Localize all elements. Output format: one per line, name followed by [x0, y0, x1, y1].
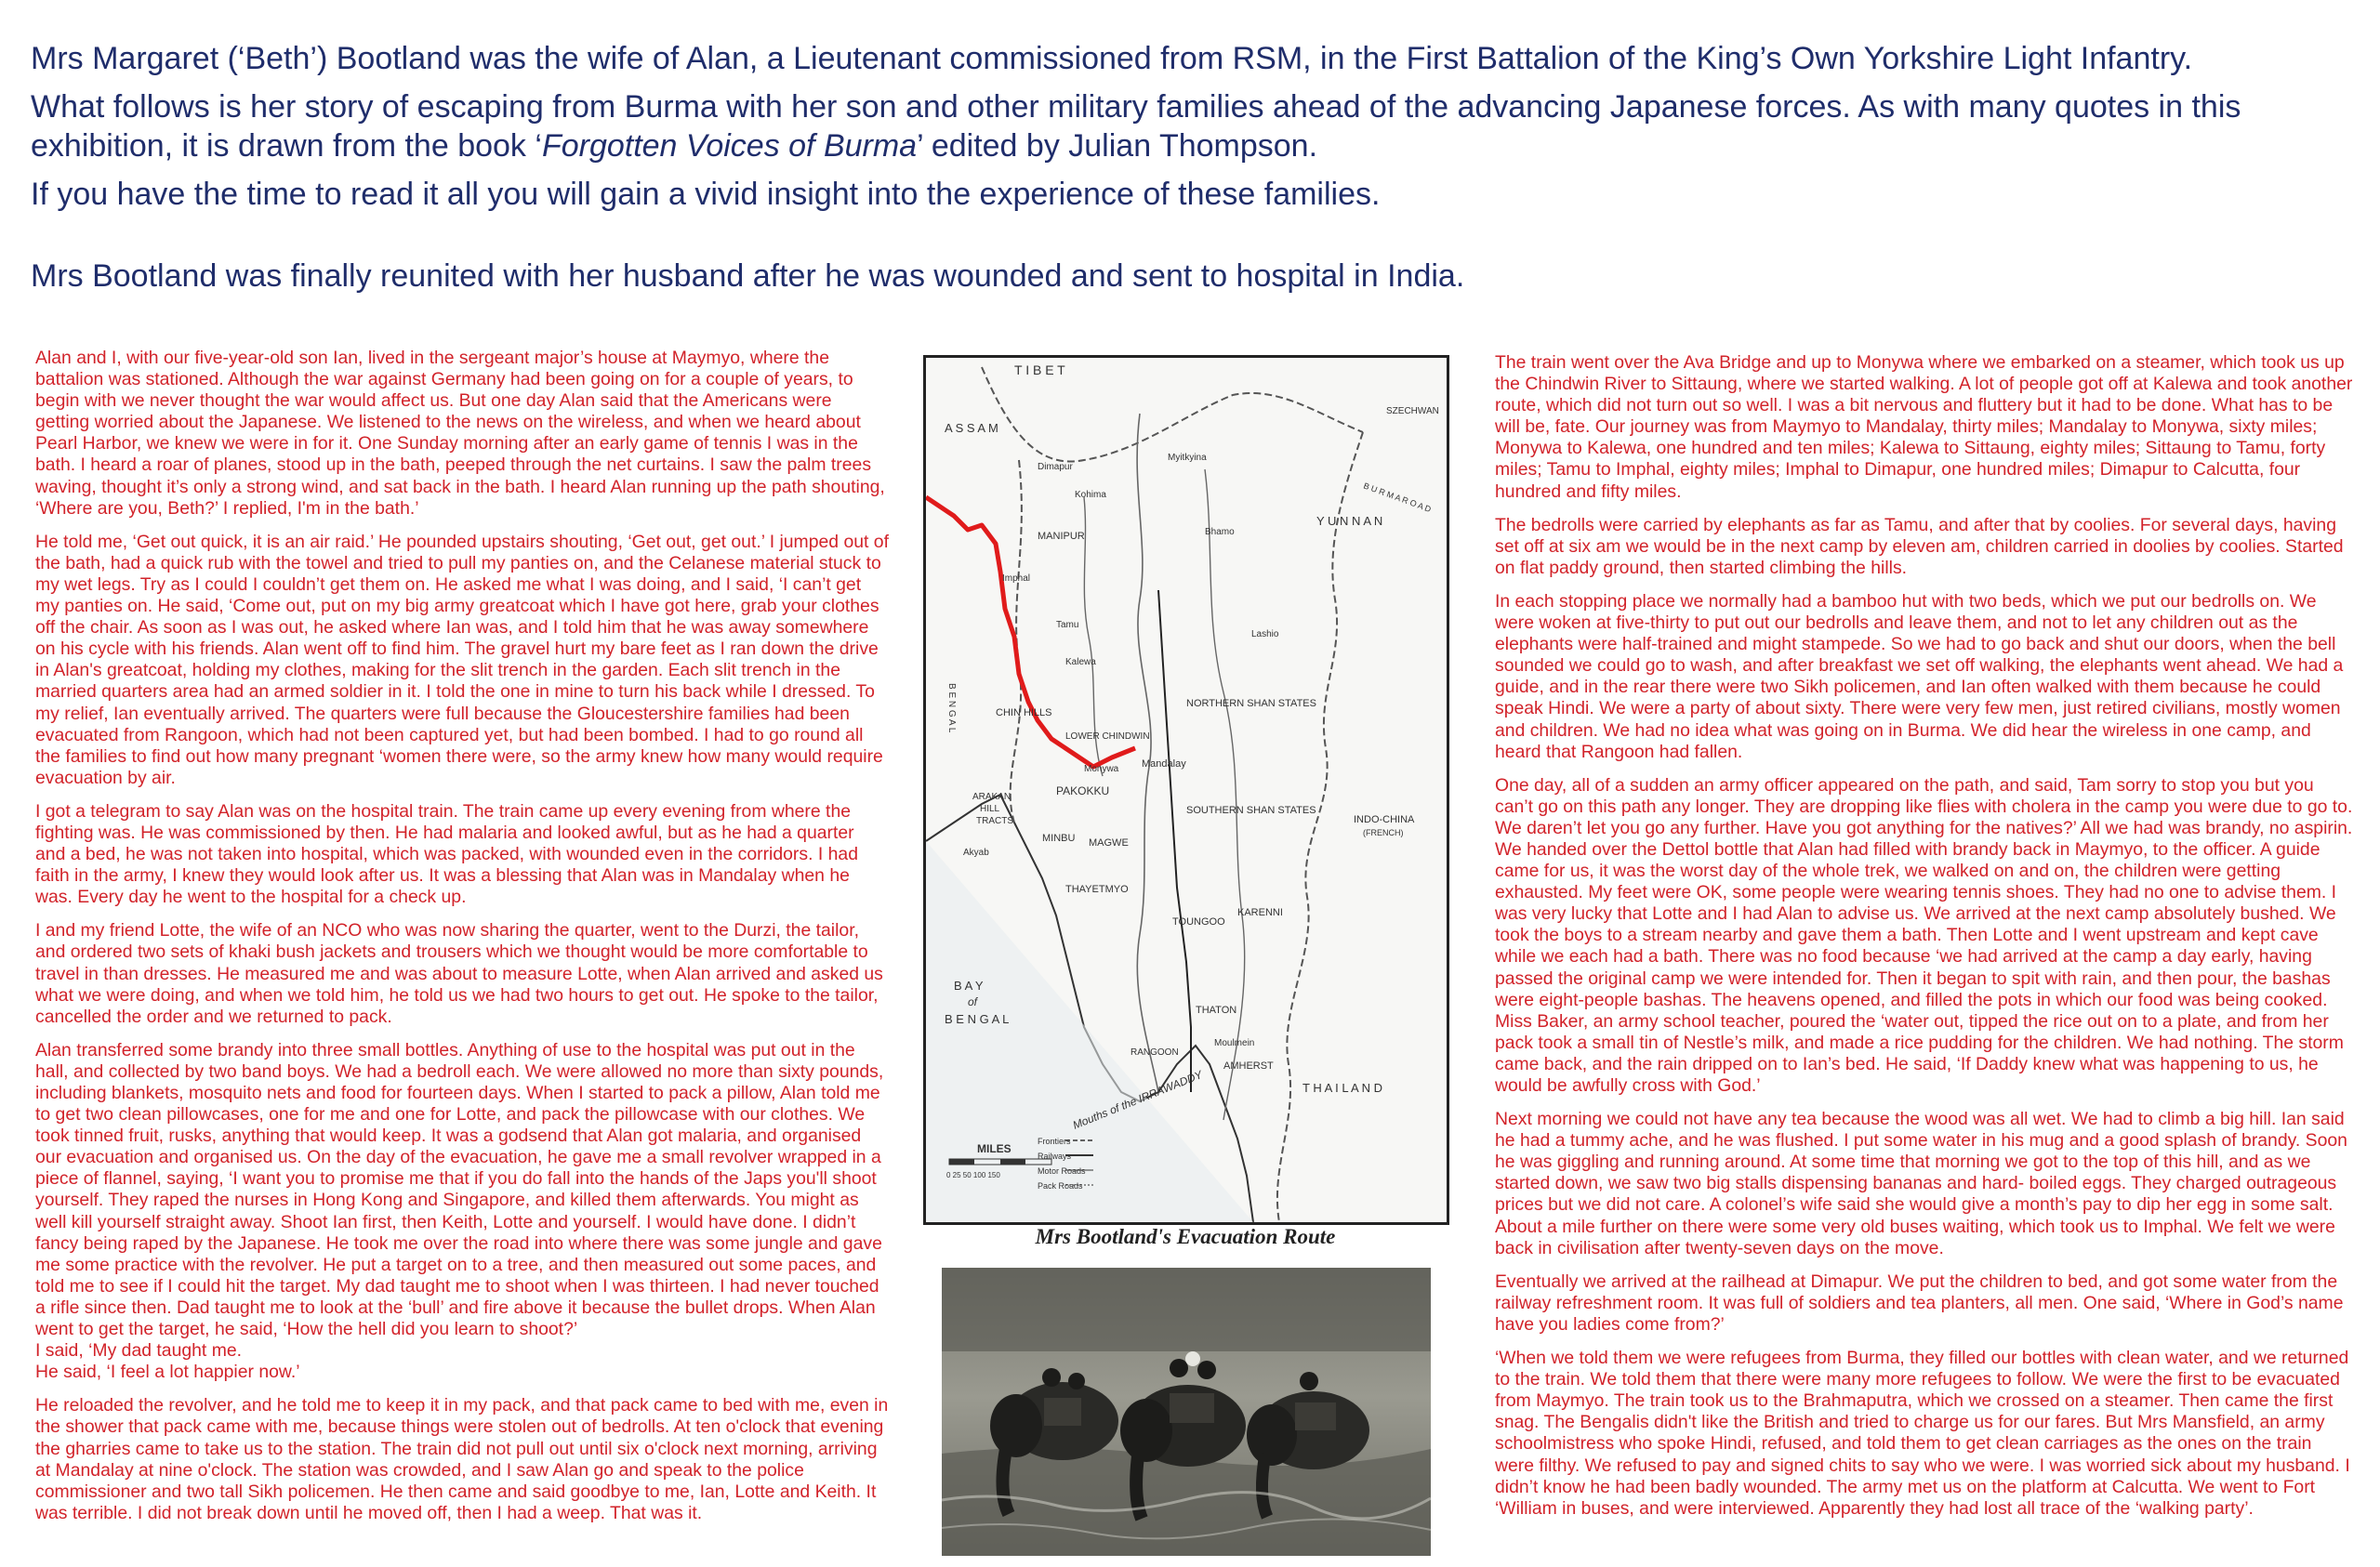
- map-label: THATON: [1196, 1005, 1237, 1016]
- intro-line-3: If you have the time to read it all you will gain a vivid insight into the experience of these families.: [31, 177, 1381, 212]
- elephants-river-photo: [942, 1268, 1431, 1556]
- book-title: Forgotten Voices of Burma: [541, 128, 918, 164]
- story-paragraph: The train went over the Ava Bridge and up to Monywa where we embarked on a steamer, which took us up the Chindwin River to Sittaung, where we started walking. A lot of people got off at Kalewa and took another route, which did not turn out so well. I was a bit nervous and fluttery but it had to be done. What has to be will be, fate. Our journey was from Maymyo to Mandalay, thirty miles; Mandalay to Monywa, sixty miles; Monywa to Kalewa, one hundred and ten miles; Kalewa to Sittaung, eighty miles; Sittaung to Tamu, forty miles; Tamu to Imphal, eighty miles; Imphal to Dimapur, one hundred miles; Dimapur to Calcutta, four hundred and fifty miles.: [1495, 352, 2353, 502]
- legend-item: Motor Roads: [1038, 1166, 1086, 1176]
- map-label: Mouths of the IRRAWADDY: [1070, 1068, 1205, 1132]
- legend-scale: 0 25 50 100 150: [946, 1171, 1000, 1179]
- story-paragraph: One day, all of a sudden an army officer appeared on the path, and said, Tam sorry to stop you but you can’t go on this path any longer. They are dropping like flies with cholera in the camp you were due to go to. We daren’t let you go any further. Have you got anything for the natives?’ All we had was brandy, no aspirin. We handed over the Dettol bottle that Alan had filled with brandy back in Maymyo, to the officer. A guide came for us, it was the worst day of the whole trek, we walked on and on, the children were getting exhausted. My feet were OK, some people were wearing tennis shoes. They had no one to advise them. I was very lucky that Lotte and I had Alan to advise us. We arrived at the next camp absolutely bushed. We took the boys to a stream nearby and gave them a bath. Then Lotte and I went upstream and kept cave while we each had a bath. There was no food because ‘we had arrived at the camp a day early, having passed the original camp we were intended for. Then it began to spit with rain, and then pour, the bashas were eight-people bashas. The heavens opened, and filled the pots in which our food was being cooked. Miss Baker, an army school teacher, poured the ‘water out, tipped the rice out on to a plate, and from her pack took a small tin of Nestle’s milk, and made a rice pudding for the children. We had nothing. The storm came back, and the rain dripped on to Ian’s bed. He said, ‘If Daddy knew what was happening to us, he would be awfully cross with God.’: [1495, 774, 2353, 1096]
- legend-item: Frontiers: [1038, 1137, 1071, 1146]
- map-label: Lashio: [1251, 629, 1279, 639]
- intro-line-4: Mrs Bootland was finally reunited with her husband after he was wounded and sent to hospital in India.: [31, 258, 1465, 294]
- map-label: Bhamo: [1205, 527, 1235, 537]
- map-label: ARAKAN: [972, 792, 1012, 802]
- intro-line-1: Mrs Margaret (‘Beth’) Bootland was the wife of Alan, a Lieutenant commissioned from RSM, in the First Battalion of the King’s Own Yorkshire Light Infantry.: [31, 41, 2193, 76]
- map-label: Akyab: [963, 848, 989, 858]
- map-label: SOUTHERN SHAN STATES: [1186, 805, 1316, 816]
- map-label: MINBU: [1042, 833, 1076, 844]
- map-label: Imphal: [1002, 573, 1031, 584]
- map-label: of: [968, 995, 978, 1008]
- map-label: AMHERST: [1223, 1060, 1274, 1072]
- map-label: MANIPUR: [1038, 531, 1085, 542]
- story-left-column: [35, 348, 889, 1536]
- map-label: LOWER CHINDWIN: [1065, 731, 1150, 742]
- evacuation-route-map: [923, 355, 1449, 1225]
- map-label: Kohima: [1075, 490, 1106, 500]
- story-paragraph: ‘When we told them we were refugees from Burma, they filled our bottles with clean water, and we returned to the train. We told them that there were many more refugees to follow. We were the first to be evacuated from Maymyo. The train took us to the Brahmaputra, which we crossed on a steamer. Then came the first snag. The Bengalis didn't like the British and tried to charge us for our fares. But Mrs Mansfield, an army schoolmistress who spoke Hindi, refused, and told them to get clean carriages as the ones on the train were filthy. We refused to pay and signed chits to say who we were. I was worried sick about my husband. I didn’t know he had been badly wounded. The army met us on the platform at Calcutta. We went to Fort ‘William in buses, and were interviewed. Apparently they had lost all trace of the ‘walking party’.: [1495, 1348, 2350, 1519]
- story-paragraph: In each stopping place we normally had a bamboo hut with two beds, which we put our bedrolls on. We were woken at five-thirty to put out our bedrolls and leave them, and not to let any children out as the elephants were half-trained and might stampede. So we had to go back and shut our doors, when the bell sounded we could go to wash, and after breakfast we set off walking, the elephants went ahead. We had a guide, and in the rear there were two Sikh policemen, and Ian often walked with them because he could speak Hindi. We were a party of about sixty. There were very few men, just retired civilians, mostly women and children. We had no idea what was going on in Burma. We did hear the wireless in one camp, and heard that Rangoon had fallen.: [1495, 590, 2344, 762]
- map-label: B E N G A L: [946, 683, 957, 733]
- legend-item: Pack Roads: [1038, 1181, 1083, 1191]
- map-label: Tamu: [1056, 620, 1079, 630]
- story-right-column: [1495, 352, 2355, 1532]
- map-label: Kalewa: [1065, 657, 1096, 667]
- map-label: B U R M A R O A D: [1362, 481, 1433, 515]
- map-label: HILL: [980, 804, 1000, 814]
- map-label: SZECHWAN: [1386, 406, 1439, 416]
- map-label: B A Y: [954, 979, 984, 993]
- map-label: Moulmein: [1214, 1038, 1255, 1048]
- intro-text: [31, 39, 2355, 305]
- map-label: THAYETMYO: [1065, 884, 1129, 895]
- story-paragraph: The bedrolls were carried by elephants as far as Tamu, and after that by coolies. For several days, having set off at six am we would be in the next camp by eleven am, children carried in doolies by coolies. Started on flat paddy ground, then started climbing the hills.: [1495, 514, 2344, 578]
- map-label: MAGWE: [1089, 837, 1129, 849]
- map-label: T H A I L A N D: [1302, 1081, 1382, 1095]
- story-paragraph: I got a telegram to say Alan was on the hospital train. The train came up every evening from where the fighting was. He was commissioned by then. He had malaria and looked awful, but as he had a quarter and a bed, he was not taken into hospital, which was packed, with wounded even in the corridors. I had faith in the army, I knew they would look after us. It was a blessing that Alan was in Mandalay when he was. Every day he went to the hospital for a check up.: [35, 800, 858, 908]
- legend-item: Railways: [1038, 1152, 1072, 1161]
- story-paragraph: Eventually we arrived at the railhead at Dimapur. We put the children to bed, and got some water from the railway refreshment room. It was full of soldiers and tea planters, all men. One said, ‘Where in God’s name have you ladies come from?’: [1495, 1271, 2344, 1335]
- map-label: B E N G A L: [945, 1012, 1010, 1026]
- map-label: (FRENCH): [1363, 828, 1404, 837]
- map-label: Monywa: [1084, 764, 1119, 774]
- map-label: KARENNI: [1237, 907, 1283, 918]
- map-label: Y U N N A N: [1316, 514, 1383, 528]
- map-label: INDO-CHINA: [1354, 814, 1415, 825]
- story-paragraph: Next morning we could not have any tea because the wood was all wet. We had to climb a big hill. Ian said he had a tummy ache, and he was flushed. I put some water in his mug and a good splash of brandy. Soon he was giggling and running around. At some time that morning we got to the top of this hill, and as we started down, we saw two big stalls dispensing bananas and hard- boiled eggs. They charged outrageous prices but we did not care. A colonel’s wife said she would give a month’s pay to dip her egg in some salt. About a mile further on there were some very old buses waiting, which took us to Imphal. We felt we were back in civilisation after twenty-seven days on the move.: [1495, 1109, 2347, 1258]
- story-paragraph: Alan and I, with our five-year-old son Ian, lived in the sergeant major’s house at Maymyo, where the battalion was stationed. Although the war against Germany had been going on for a couple of years, to begin with we never thought the war would affect us. But one day Alan said that the Americans were getting worried about the Japanese. We listened to the news on the wireless, and when we heard about Pearl Harbor, we knew we were in for it. One Sunday morning after an early game of tennis I was in the bath. I heard a roar of planes, stood up in the bath, peeped through the net curtains. I saw the palm trees waving, thought it’s only a strong wind, and sat back in the bath. I heard Alan running up the path shouting, ‘Where are you, Beth?’ I replied, I'm in the bath.’: [35, 348, 885, 519]
- story-paragraph: I and my friend Lotte, the wife of an NCO who was now sharing the quarter, went to the Durzi, the tailor, and ordered two sets of khaki bush jackets and trousers which we thought would be more comfortable to travel in than dresses. He measured me and was about to measure Lotte, when Alan arrived and asked us what we were doing, and when we told him, he told us we had two hours to get out. He spoke to the tailor, cancelled the order and we returned to pack.: [35, 920, 883, 1027]
- map-label: A S S A M: [945, 421, 998, 435]
- map-label: TOUNGOO: [1172, 916, 1225, 928]
- map-drawing: [926, 358, 1447, 1222]
- legend-title: MILES: [977, 1142, 1012, 1155]
- story-paragraph: He told me, ‘Get out quick, it is an air raid.’ He pounded upstairs shouting, ‘Get out, get out.’ I jumped out of the bath, had a quick rub with the towel and tried to pull my panties on, and the Celanese material stuck to my wet legs. Try as I could I couldn’t get them on. He asked me what I was doing, and I said, ‘I can’t get my panties on. He said, ‘Come out, put on my big army greatcoat which I have got here, grab your clothes off the chair. As soon as I was out, he asked where Ian was, and I told him that he was away somewhere on his cycle with his friends. Alan went off to find him. The gravel hurt my bare feet as I ran down the drive in Alan's greatcoat, holding my clothes, making for the slit trench in the garden. Each slit trench in the married quarters area had an armed soldier in it. I told the one in mine to turn his back while I dressed. To my relief, Ian eventually arrived. The quarters were full because the Gloucestershire families had been evacuated from Rangoon, which had not been captured yet, but had been bombed. I had to go round all the families to find out how many pregnant ‘women there were, so the army knew how many would require evacuation by air.: [35, 531, 889, 788]
- map-label: T I B E T: [1014, 362, 1065, 377]
- map-label: PAKOKKU: [1056, 784, 1110, 797]
- map-label: NORTHERN SHAN STATES: [1186, 698, 1316, 709]
- map-caption: Mrs Bootland's Evacuation Route: [1035, 1225, 1336, 1248]
- story-paragraph: Alan transferred some brandy into three small bottles. Anything of use to the hospital was put out in the hall, and collected by two band boys. We had a bedroll each. We were allowed no more than sixty pounds, including blankets, mosquito nets and food for fourteen days. When I started to pack a pillow, Alan told me to get two clean pillowcases, one for me and one for Lotte, and pack the pillowcase with our clothes. We took tinned fruit, rusks, anything that would keep. It was a godsend that Alan got malaria, and organised our evacuation and organised us. On the day of the evacuation, he gave me a small revolver wrapped in a piece of flannel, saying, ‘I want you to promise me that if you do fall into the hands of the Japs you'll shoot yourself. They raped the nurses in Hong Kong and Singapore, and killed them afterwards. You might as well kill yourself straight away. Shoot Ian first, then Keith, Lotte and yourself. I would have done. I didn’t fancy being raped by the Japanese. He took me over the road into where there was some jungle and gave me some practice with the revolver. He put a target on to a tree, and then measured out some paces, and told me to see if I could hit the target. My dad taught me to shoot when I was thirteen. I had never touched a rifle since then. Dad taught me to look at the ‘bull’ and fire above it because the bullet drops. When Alan went to get the target, he said, ‘How the hell did you learn to shoot?’ I said, ‘My dad taught me. He said, ‘I feel a lot happier now.’: [35, 1039, 884, 1383]
- map-label: Dimapur: [1038, 462, 1073, 472]
- map-label: Mandalay: [1142, 758, 1186, 770]
- story-paragraph: He reloaded the revolver, and he told me to keep it in my pack, and that pack came to bed with me, even in the shower that pack came with me, because things were stolen out of bedrolls. At ten o'clock that evening the gharries came to take us to the station. The train did not pull out until six o'clock next morning, arriving at Mandalay at nine o'clock. The station was crowded, and I saw Alan go and speak to the police commissioner and two tall Sikh policemen. He then came and said goodbye to me, Ian, Lotte and Keith. It was terrible. I did not break down until he moved off, then I had a weep. That was it.: [35, 1395, 889, 1523]
- map-label: RANGOON: [1130, 1047, 1179, 1058]
- map-label: TRACTS: [976, 816, 1013, 826]
- photo-drawing: [942, 1268, 1431, 1556]
- intro-line-2: What follows is her story of escaping from Burma with her son and other military families ahead of the advancing Japanese forces. As with many quotes in this exhibition, it is drawn from the book ‘Forgotten Voices of Burma’ edited by Julian Thompson.: [31, 89, 2241, 164]
- map-label: CHIN HILLS: [996, 707, 1052, 718]
- map-label: Myitkyina: [1168, 453, 1207, 463]
